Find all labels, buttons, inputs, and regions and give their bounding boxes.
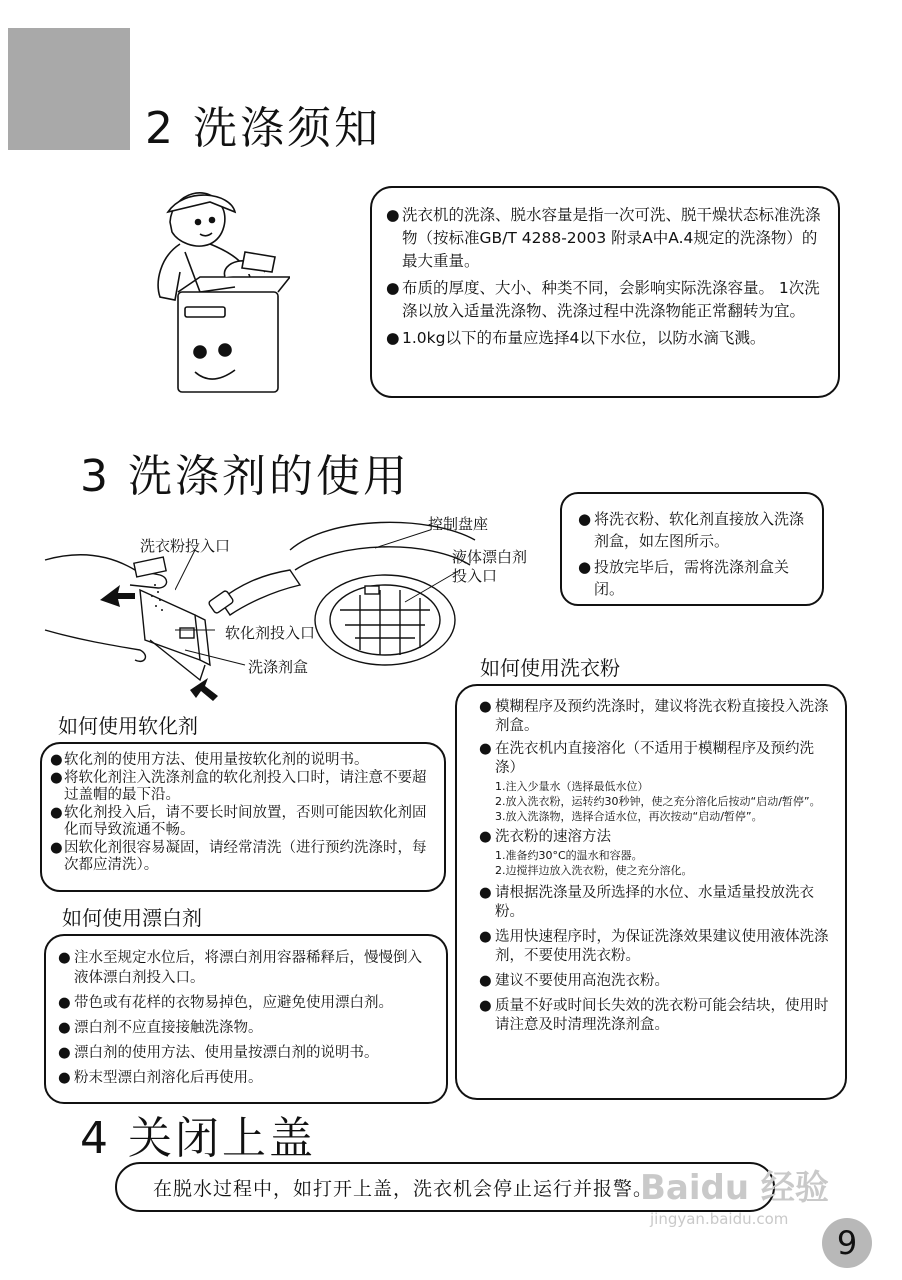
softener-panel <box>40 742 446 892</box>
softener-heading: 如何使用软化剂 <box>58 714 198 738</box>
bleach-inlet-label-line2: 投入口 <box>452 567 498 585</box>
powder-item: ● 质量不好或时间长失效的洗衣粉可能会结块，使用时请注意及时清理洗涤剂盒。 <box>479 997 835 1035</box>
softener-item: ● 将软化剂注入洗涤剂盒的软化剂投入口时，请注意不要超过盖帽的最下沿。 <box>50 770 434 805</box>
powder-heading: 如何使用洗衣粉 <box>480 656 620 680</box>
bleach-inlet-label-line1: 液体漂白剂 <box>452 548 528 566</box>
powder-item: ● 选用快速程序时，为保证洗涤效果建议使用液体洗涤剂，不要使用洗衣粉。 <box>479 928 835 966</box>
section-2-title: 2 洗涤须知 <box>145 103 381 154</box>
powder-panel <box>455 684 847 1100</box>
bleach-item: ● 漂白剂不应直接接触洗涤物。 <box>58 1018 436 1038</box>
powder-item: ● 请根据洗涤量及所选择的水位、水量适量投放洗衣粉。 <box>479 884 835 922</box>
notice-item: ● 洗衣机的洗涤、脱水容量是指一次可洗、脱干燥状态标准洗涤物（按标准GB/T 4288-2003 附录A中A.4规定的洗涤物）的最大重量。 <box>386 204 824 273</box>
softener-item: ● 软化剂投入后，请不要长时间放置，否则可能因软化剂固化而导致流通不畅。 <box>50 805 434 840</box>
close-lid-note-text: 在脱水过程中，如打开上盖，洗衣机会停止运行并报警。 <box>153 1177 654 1200</box>
detergent-tips-panel <box>560 492 824 606</box>
powder-item: ● 在洗衣机内直接溶化（不适用于模糊程序及预约洗涤） <box>479 740 835 778</box>
page-number-badge <box>822 1218 872 1268</box>
control-base-label: 控制盘座 <box>428 515 489 533</box>
watermark-url: jingyan.baidu.com <box>650 1210 789 1228</box>
softener-item: ● 因软化剂很容易凝固，请经常清洗（进行预约洗涤时，每次都应清洗）。 <box>50 840 434 875</box>
section-4-title: 4 关闭上盖 <box>80 1113 316 1164</box>
tip-item: ● 将洗衣粉、软化剂直接放入洗涤剂盒，如左图所示。 <box>578 508 810 552</box>
bleach-item: ● 漂白剂的使用方法、使用量按漂白剂的说明书。 <box>58 1043 436 1063</box>
bleach-panel <box>44 934 448 1104</box>
powder-step: 1.注入少量水（选择最低水位） <box>495 780 649 793</box>
powder-step: 2.边搅拌边放入洗衣粉，使之充分溶化。 <box>495 864 693 877</box>
watermark-brand: Baidu 经验 <box>640 1168 829 1208</box>
notice-item: ● 1.0kg以下的布量应选择4以下水位，以防水滴飞溅。 <box>386 327 824 350</box>
page-number: 9 <box>836 1224 858 1262</box>
bleach-item: ● 带色或有花样的衣物易掉色，应避免使用漂白剂。 <box>58 993 436 1013</box>
powder-step: 2.放入洗衣粉，运转约30秒钟，使之充分溶化后按动“启动/暂停”。 <box>495 795 821 808</box>
detergent-box-label: 洗涤剂盒 <box>248 658 309 676</box>
powder-step: 1.准备约30°C的温水和容器。 <box>495 849 643 862</box>
softener-inlet-label: 软化剂投入口 <box>225 624 316 642</box>
section-3-title: 3 洗涤剂的使用 <box>80 451 410 502</box>
powder-item: ● 模糊程序及预约洗涤时，建议将洗衣粉直接投入洗涤剂盒。 <box>479 698 835 736</box>
woman-loading-washer-illustration <box>140 182 290 402</box>
bleach-item: ● 注水至规定水位后，将漂白剂用容器稀释后，慢慢倒入液体漂白剂投入口。 <box>58 948 436 988</box>
softener-item: ● 软化剂的使用方法、使用量按软化剂的说明书。 <box>50 752 434 770</box>
powder-inlet-label: 洗衣粉投入口 <box>140 537 231 555</box>
washing-notice-panel <box>370 186 840 398</box>
powder-item: ● 洗衣粉的速溶方法 <box>479 828 835 847</box>
powder-step: 3.放入洗涤物，选择合适水位，再次按动“启动/暂停”。 <box>495 810 763 823</box>
bleach-heading: 如何使用漂白剂 <box>62 906 202 930</box>
powder-item: ● 建议不要使用高泡洗衣粉。 <box>479 972 835 991</box>
bleach-item: ● 粉末型漂白剂溶化后再使用。 <box>58 1068 436 1088</box>
notice-item: ● 布质的厚度、大小、种类不同，会影响实际洗涤容量。 1次洗涤以放入适量洗涤物、洗涤过程中洗涤物能正常翻转为宜。 <box>386 277 824 323</box>
tip-item: ● 投放完毕后，需将洗涤剂盒关闭。 <box>578 556 810 600</box>
section-marker-block <box>8 28 130 150</box>
